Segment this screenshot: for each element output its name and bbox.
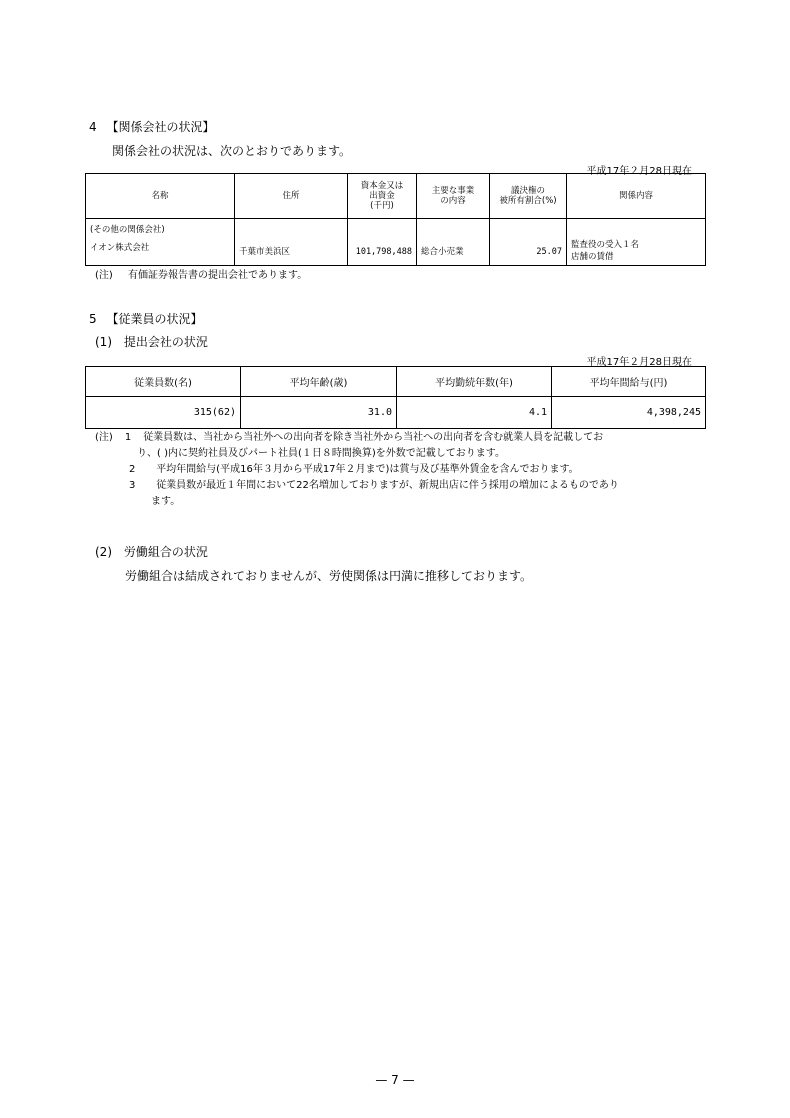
employee-notes — [95, 430, 619, 510]
relation-cell — [567, 219, 706, 266]
col-name-header: 名称 — [86, 174, 235, 219]
note-1-number: 1 — [124, 432, 132, 443]
table-row — [86, 397, 706, 429]
average-age-header: 平均年齢(歳) — [241, 367, 397, 397]
subsection1-title: 提出会社の状況 — [123, 335, 208, 349]
section5-number: 5 — [89, 312, 97, 326]
subsection1-label: (1) — [95, 335, 112, 349]
subsection2-label: (2) — [95, 545, 112, 559]
business-cell: 総合小売業 — [417, 219, 490, 266]
capital-cell: 101,798,488 — [348, 219, 417, 266]
employee-count-cell: 315(62) — [86, 397, 241, 429]
note-2-number: 2 — [129, 464, 136, 475]
average-tenure-cell: 4.1 — [397, 397, 552, 429]
relation-line-2: 店舗の賃借 — [571, 252, 614, 262]
col-ratio-header: 議決権の 被所有割合(%) — [490, 174, 567, 219]
employee-count-header: 従業員数(名) — [86, 367, 241, 397]
note-1-line-2: り、( )内に契約社員及びパート社員(１日８時間換算)を外数で記載しております。 — [137, 448, 505, 459]
company-name: イオン株式会社 — [90, 243, 150, 253]
note-2-line-1: 平均年間給与(平成16年３月から平成17年２月まで)は賞与及び基準外賃金を含んでおります。 — [156, 464, 579, 475]
page-number: — 7 — — [375, 1073, 415, 1087]
note-3-line-2: ます。 — [151, 496, 181, 507]
ratio-cell: 25.07 — [490, 219, 567, 266]
category-label: (その他の関係会社) — [90, 225, 165, 235]
name-cell — [86, 219, 235, 266]
average-age-cell: 31.0 — [241, 397, 397, 429]
address-cell: 千葉市美浜区 — [235, 219, 348, 266]
relation-line-1: 監査役の受入１名 — [571, 240, 640, 250]
subsection2-title: 労働組合の状況 — [123, 545, 208, 559]
col-capital-header: 資本金又は 出資金 (千円) — [348, 174, 417, 219]
section4-heading — [89, 118, 214, 135]
section4-number: 4 — [89, 120, 97, 134]
affiliate-table-header — [86, 174, 706, 219]
note-3-number: 3 — [129, 480, 136, 491]
subsection2-text: 労働組合は結成されておりませんが、労使関係は円満に推移しております。 — [125, 569, 533, 583]
section5-as-of-date: 平成17年２月28日現在 — [586, 357, 692, 368]
col-relation-header: 関係内容 — [567, 174, 706, 219]
subsection1-heading — [95, 333, 208, 350]
note-2 — [95, 462, 619, 478]
section4-note — [95, 266, 307, 281]
subsection2-heading — [95, 543, 208, 560]
average-salary-cell: 4,398,245 — [552, 397, 706, 429]
notes-label: (注) — [95, 432, 113, 443]
affiliate-table — [85, 173, 706, 266]
section4-intro: 関係会社の状況は、次のとおりであります。 — [112, 144, 352, 158]
note-3 — [95, 478, 619, 494]
section5-heading — [89, 310, 202, 327]
section4-title: 【関係会社の状況】 — [106, 120, 215, 134]
average-tenure-header: 平均勤続年数(年) — [397, 367, 552, 397]
section5-title: 【従業員の状況】 — [106, 312, 203, 326]
employee-table-header — [86, 367, 706, 397]
col-business-header: 主要な事業 の内容 — [417, 174, 490, 219]
average-salary-header: 平均年間給与(円) — [552, 367, 706, 397]
note-1 — [95, 430, 619, 446]
table-row — [86, 219, 706, 266]
note-text: 有価証券報告書の提出会社であります。 — [128, 270, 308, 281]
col-address-header: 住所 — [235, 174, 348, 219]
note-3-line-1: 従業員数が最近１年間において22名増加しておりますが、新規出店に伴う採用の増加によるものであり — [156, 480, 619, 491]
employee-table — [85, 366, 706, 429]
note-label: (注) — [95, 270, 113, 281]
section4-as-of-date: 平成17年２月28日現在 — [586, 166, 692, 177]
note-1-line-1: 従業員数は、当社から当社外への出向者を除き当社外から当社への出向者を含む就業人員を記載してお — [143, 432, 604, 443]
